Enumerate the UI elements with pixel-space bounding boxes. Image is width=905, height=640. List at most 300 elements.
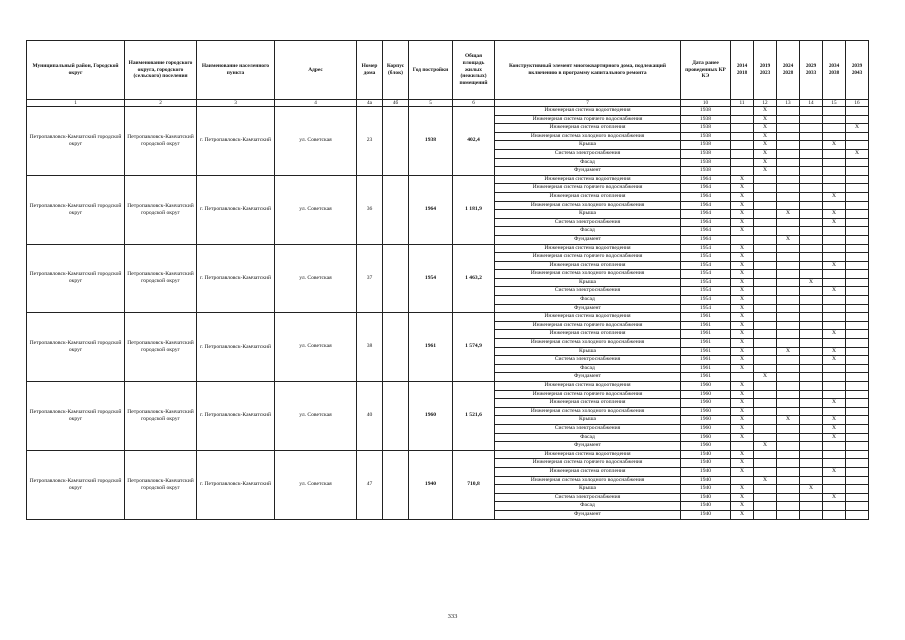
- empty-cell: [754, 364, 777, 373]
- empty-cell: [777, 278, 800, 287]
- empty-cell: [800, 373, 823, 382]
- area-cell: 710,8: [453, 450, 495, 519]
- repair-mark: X: [731, 227, 754, 236]
- header-address: Адрес: [275, 41, 357, 100]
- empty-cell: [800, 296, 823, 305]
- prior-repair-year-cell: 1938: [681, 149, 731, 158]
- repair-mark: X: [731, 382, 754, 391]
- house-number-cell: 37: [357, 244, 383, 313]
- repair-mark: X: [731, 210, 754, 219]
- empty-cell: [800, 227, 823, 236]
- prior-repair-year-cell: 1960: [681, 390, 731, 399]
- build-year-cell: 1940: [409, 450, 453, 519]
- repair-mark: X: [731, 467, 754, 476]
- empty-cell: [754, 459, 777, 468]
- prior-repair-year-cell: 1938: [681, 132, 731, 141]
- area-cell: 1 574,9: [453, 313, 495, 382]
- header-district: Муниципальный район, Городской округ: [27, 41, 125, 100]
- column-number: 15: [823, 100, 846, 107]
- empty-cell: [777, 296, 800, 305]
- empty-cell: [800, 510, 823, 519]
- block-cell: [383, 244, 409, 313]
- empty-cell: [754, 321, 777, 330]
- element-name-cell: Инженерная система водоотведения: [495, 175, 681, 184]
- repair-mark: X: [823, 467, 846, 476]
- empty-cell: [754, 278, 777, 287]
- empty-cell: [800, 244, 823, 253]
- settlement-cell: Петропавловск-Камчатский городской округ: [125, 107, 197, 176]
- empty-cell: [846, 253, 869, 262]
- repair-mark: X: [754, 158, 777, 167]
- repair-mark: X: [731, 296, 754, 305]
- empty-cell: [823, 227, 846, 236]
- repair-mark: X: [731, 407, 754, 416]
- empty-cell: [754, 390, 777, 399]
- empty-cell: [846, 382, 869, 391]
- empty-cell: [754, 485, 777, 494]
- house-number-cell: 40: [357, 382, 383, 451]
- empty-cell: [754, 424, 777, 433]
- empty-cell: [846, 227, 869, 236]
- header-house-number: Номер дома: [357, 41, 383, 100]
- empty-cell: [823, 459, 846, 468]
- element-name-cell: Фасад: [495, 433, 681, 442]
- empty-cell: [777, 253, 800, 262]
- empty-cell: [777, 459, 800, 468]
- empty-cell: [846, 132, 869, 141]
- empty-cell: [823, 158, 846, 167]
- repair-mark: X: [823, 210, 846, 219]
- empty-cell: [800, 356, 823, 365]
- element-name-cell: Инженерная система отопления: [495, 467, 681, 476]
- repair-mark: X: [777, 347, 800, 356]
- empty-cell: [823, 442, 846, 451]
- repair-mark: X: [731, 184, 754, 193]
- header-prior-repair-date: Дата ранее проведенных КР КЭ: [681, 41, 731, 100]
- empty-cell: [823, 296, 846, 305]
- empty-cell: [846, 218, 869, 227]
- element-name-cell: Инженерная система водоотведения: [495, 382, 681, 391]
- repair-mark: X: [731, 399, 754, 408]
- element-name-cell: Инженерная система отопления: [495, 192, 681, 201]
- empty-cell: [800, 210, 823, 219]
- empty-cell: [777, 244, 800, 253]
- empty-cell: [846, 390, 869, 399]
- empty-cell: [777, 201, 800, 210]
- repair-mark: X: [731, 364, 754, 373]
- repair-mark: X: [823, 287, 846, 296]
- prior-repair-year-cell: 1964: [681, 175, 731, 184]
- empty-cell: [754, 399, 777, 408]
- prior-repair-year-cell: 1960: [681, 433, 731, 442]
- prior-repair-year-cell: 1964: [681, 227, 731, 236]
- table-row: [27, 382, 869, 391]
- prior-repair-year-cell: 1961: [681, 356, 731, 365]
- repair-mark: X: [754, 132, 777, 141]
- empty-cell: [846, 347, 869, 356]
- empty-cell: [846, 485, 869, 494]
- block-cell: [383, 107, 409, 176]
- repair-mark: X: [800, 278, 823, 287]
- column-number: 2: [125, 100, 197, 107]
- empty-cell: [846, 330, 869, 339]
- repair-mark: X: [731, 493, 754, 502]
- prior-repair-year-cell: 1960: [681, 399, 731, 408]
- build-year-cell: 1954: [409, 244, 453, 313]
- empty-cell: [777, 356, 800, 365]
- empty-cell: [777, 407, 800, 416]
- repair-mark: X: [731, 433, 754, 442]
- block-cell: [383, 313, 409, 382]
- empty-cell: [823, 253, 846, 262]
- element-name-cell: Инженерная система водоотведения: [495, 313, 681, 322]
- repair-mark: X: [754, 167, 777, 176]
- prior-repair-year-cell: 1961: [681, 313, 731, 322]
- empty-cell: [800, 407, 823, 416]
- column-number: 10: [681, 100, 731, 107]
- address-cell: ул. Советская: [275, 382, 357, 451]
- empty-cell: [800, 433, 823, 442]
- build-year-cell: 1938: [409, 107, 453, 176]
- empty-cell: [846, 287, 869, 296]
- empty-cell: [800, 330, 823, 339]
- element-name-cell: Система электроснабжения: [495, 493, 681, 502]
- empty-cell: [754, 304, 777, 313]
- empty-cell: [754, 184, 777, 193]
- empty-cell: [777, 141, 800, 150]
- empty-cell: [823, 407, 846, 416]
- prior-repair-year-cell: 1960: [681, 382, 731, 391]
- table-row: [27, 107, 869, 116]
- prior-repair-year-cell: 1954: [681, 270, 731, 279]
- settlement-cell: Петропавловск-Камчатский городской округ: [125, 450, 197, 519]
- build-year-cell: 1960: [409, 382, 453, 451]
- empty-cell: [823, 124, 846, 133]
- repair-mark: X: [731, 192, 754, 201]
- prior-repair-year-cell: 1954: [681, 253, 731, 262]
- empty-cell: [846, 450, 869, 459]
- house-number-cell: 23: [357, 107, 383, 176]
- prior-repair-year-cell: 1954: [681, 244, 731, 253]
- prior-repair-year-cell: 1960: [681, 424, 731, 433]
- element-name-cell: Фасад: [495, 296, 681, 305]
- repair-mark: X: [731, 218, 754, 227]
- empty-cell: [777, 390, 800, 399]
- empty-cell: [800, 493, 823, 502]
- district-cell: Петропавловск-Камчатский городской округ: [27, 313, 125, 382]
- register-sheet: [26, 40, 868, 520]
- repair-mark: X: [731, 278, 754, 287]
- empty-cell: [823, 485, 846, 494]
- block-cell: [383, 175, 409, 244]
- element-name-cell: Фасад: [495, 502, 681, 511]
- empty-cell: [777, 115, 800, 124]
- prior-repair-year-cell: 1940: [681, 467, 731, 476]
- element-name-cell: Фундамент: [495, 167, 681, 176]
- prior-repair-year-cell: 1960: [681, 442, 731, 451]
- repair-mark: X: [731, 270, 754, 279]
- element-name-cell: Крыша: [495, 347, 681, 356]
- empty-cell: [777, 218, 800, 227]
- prior-repair-year-cell: 1961: [681, 339, 731, 348]
- address-cell: ул. Советская: [275, 244, 357, 313]
- empty-cell: [800, 287, 823, 296]
- repair-mark: X: [754, 115, 777, 124]
- empty-cell: [800, 364, 823, 373]
- empty-cell: [823, 235, 846, 244]
- empty-cell: [846, 476, 869, 485]
- empty-cell: [800, 476, 823, 485]
- table-row: [27, 175, 869, 184]
- repair-mark: X: [731, 313, 754, 322]
- empty-cell: [823, 390, 846, 399]
- prior-repair-year-cell: 1938: [681, 141, 731, 150]
- address-cell: ул. Советская: [275, 450, 357, 519]
- element-name-cell: Инженерная система водоотведения: [495, 244, 681, 253]
- empty-cell: [800, 424, 823, 433]
- empty-cell: [800, 132, 823, 141]
- repair-mark: X: [731, 502, 754, 511]
- empty-cell: [823, 510, 846, 519]
- empty-cell: [754, 192, 777, 201]
- repair-mark: X: [731, 424, 754, 433]
- element-name-cell: Инженерная система холодного водоснабжения: [495, 476, 681, 485]
- element-name-cell: Инженерная система водоотведения: [495, 450, 681, 459]
- empty-cell: [823, 313, 846, 322]
- empty-cell: [800, 149, 823, 158]
- empty-cell: [777, 476, 800, 485]
- empty-cell: [846, 261, 869, 270]
- page-number: 333: [447, 613, 458, 620]
- empty-cell: [823, 321, 846, 330]
- element-name-cell: Крыша: [495, 416, 681, 425]
- prior-repair-year-cell: 1954: [681, 287, 731, 296]
- element-name-cell: Инженерная система холодного водоснабжения: [495, 339, 681, 348]
- empty-cell: [754, 296, 777, 305]
- column-number: 5: [409, 100, 453, 107]
- empty-cell: [846, 184, 869, 193]
- empty-cell: [731, 373, 754, 382]
- prior-repair-year-cell: 1964: [681, 184, 731, 193]
- repair-mark: X: [731, 304, 754, 313]
- empty-cell: [800, 502, 823, 511]
- empty-cell: [754, 201, 777, 210]
- empty-cell: [731, 476, 754, 485]
- empty-cell: [731, 442, 754, 451]
- empty-cell: [800, 304, 823, 313]
- repair-mark: X: [823, 416, 846, 425]
- empty-cell: [777, 467, 800, 476]
- header-area: Общая площадь жилых (нежилых) помещений: [453, 41, 495, 100]
- empty-cell: [846, 407, 869, 416]
- empty-cell: [800, 235, 823, 244]
- empty-cell: [777, 485, 800, 494]
- empty-cell: [800, 107, 823, 116]
- repair-mark: X: [731, 356, 754, 365]
- house-number-cell: 36: [357, 175, 383, 244]
- header-element: Конструктивный элемент многоквартирного дома, подлежащий включению в программу капитального ремонта: [495, 41, 681, 100]
- empty-cell: [823, 175, 846, 184]
- repair-mark: X: [777, 416, 800, 425]
- empty-cell: [800, 175, 823, 184]
- empty-cell: [823, 373, 846, 382]
- empty-cell: [754, 467, 777, 476]
- prior-repair-year-cell: 1940: [681, 476, 731, 485]
- element-name-cell: Инженерная система горячего водоснабжения: [495, 184, 681, 193]
- header-build-year: Год постройки: [409, 41, 453, 100]
- empty-cell: [823, 450, 846, 459]
- empty-cell: [777, 304, 800, 313]
- header-period-2014: 2014 2018: [731, 41, 754, 100]
- empty-cell: [800, 141, 823, 150]
- column-number: 1: [27, 100, 125, 107]
- element-name-cell: Инженерная система отопления: [495, 399, 681, 408]
- repair-mark: X: [731, 416, 754, 425]
- empty-cell: [846, 115, 869, 124]
- empty-cell: [846, 313, 869, 322]
- empty-cell: [846, 175, 869, 184]
- empty-cell: [754, 253, 777, 262]
- header-block: Корпус (блок): [383, 41, 409, 100]
- prior-repair-year-cell: 1960: [681, 416, 731, 425]
- element-name-cell: Крыша: [495, 278, 681, 287]
- repair-mark: X: [823, 261, 846, 270]
- empty-cell: [846, 321, 869, 330]
- header-locality: Наименование населенного пункта: [197, 41, 275, 100]
- prior-repair-year-cell: 1940: [681, 493, 731, 502]
- empty-cell: [846, 433, 869, 442]
- empty-cell: [800, 184, 823, 193]
- empty-cell: [754, 313, 777, 322]
- element-name-cell: Система электроснабжения: [495, 287, 681, 296]
- header-period-2019: 2019 2023: [754, 41, 777, 100]
- empty-cell: [777, 493, 800, 502]
- prior-repair-year-cell: 1964: [681, 210, 731, 219]
- element-name-cell: Инженерная система горячего водоснабжения: [495, 115, 681, 124]
- repair-mark: X: [823, 330, 846, 339]
- repair-mark: X: [823, 347, 846, 356]
- empty-cell: [800, 115, 823, 124]
- repair-mark: X: [846, 124, 869, 133]
- block-cell: [383, 382, 409, 451]
- empty-cell: [777, 382, 800, 391]
- repair-mark: X: [731, 287, 754, 296]
- empty-cell: [777, 433, 800, 442]
- repair-mark: X: [731, 175, 754, 184]
- prior-repair-year-cell: 1964: [681, 201, 731, 210]
- prior-repair-year-cell: 1954: [681, 278, 731, 287]
- header-period-2039: 2039 2043: [846, 41, 869, 100]
- table-row: [27, 244, 869, 253]
- empty-cell: [777, 192, 800, 201]
- prior-repair-year-cell: 1938: [681, 115, 731, 124]
- empty-cell: [777, 330, 800, 339]
- element-name-cell: Фундамент: [495, 235, 681, 244]
- prior-repair-year-cell: 1964: [681, 235, 731, 244]
- district-cell: Петропавловск-Камчатский городской округ: [27, 175, 125, 244]
- empty-cell: [731, 124, 754, 133]
- repair-mark: X: [800, 485, 823, 494]
- element-name-cell: Инженерная система горячего водоснабжения: [495, 390, 681, 399]
- empty-cell: [846, 442, 869, 451]
- empty-cell: [846, 244, 869, 253]
- prior-repair-year-cell: 1938: [681, 107, 731, 116]
- repair-mark: X: [846, 149, 869, 158]
- empty-cell: [731, 141, 754, 150]
- prior-repair-year-cell: 1954: [681, 261, 731, 270]
- table-row: [27, 450, 869, 459]
- element-name-cell: Система электроснабжения: [495, 149, 681, 158]
- repair-mark: X: [754, 107, 777, 116]
- empty-cell: [777, 175, 800, 184]
- element-name-cell: Инженерная система горячего водоснабжения: [495, 321, 681, 330]
- repair-mark: X: [823, 218, 846, 227]
- build-year-cell: 1964: [409, 175, 453, 244]
- prior-repair-year-cell: 1961: [681, 347, 731, 356]
- empty-cell: [731, 107, 754, 116]
- empty-cell: [754, 450, 777, 459]
- column-number: 11: [731, 100, 754, 107]
- repair-mark: X: [754, 476, 777, 485]
- repair-mark: X: [823, 433, 846, 442]
- prior-repair-year-cell: 1940: [681, 502, 731, 511]
- empty-cell: [800, 313, 823, 322]
- empty-cell: [846, 502, 869, 511]
- element-name-cell: Инженерная система холодного водоснабжения: [495, 270, 681, 279]
- repair-program-table: [26, 40, 869, 520]
- repair-mark: X: [731, 510, 754, 519]
- empty-cell: [846, 158, 869, 167]
- district-cell: Петропавловск-Камчатский городской округ: [27, 244, 125, 313]
- prior-repair-year-cell: 1938: [681, 124, 731, 133]
- empty-cell: [823, 167, 846, 176]
- empty-cell: [731, 149, 754, 158]
- empty-cell: [777, 321, 800, 330]
- element-name-cell: Фасад: [495, 227, 681, 236]
- empty-cell: [846, 399, 869, 408]
- empty-cell: [823, 304, 846, 313]
- locality-cell: г. Петропавловск-Камчатский: [197, 313, 275, 382]
- repair-mark: X: [754, 141, 777, 150]
- repair-mark: X: [731, 244, 754, 253]
- repair-mark: X: [754, 442, 777, 451]
- empty-cell: [846, 364, 869, 373]
- table-body: [27, 107, 869, 520]
- empty-cell: [777, 450, 800, 459]
- empty-cell: [754, 287, 777, 296]
- empty-cell: [754, 416, 777, 425]
- empty-cell: [846, 192, 869, 201]
- empty-cell: [731, 158, 754, 167]
- element-name-cell: Фундамент: [495, 442, 681, 451]
- empty-cell: [846, 424, 869, 433]
- prior-repair-year-cell: 1940: [681, 450, 731, 459]
- empty-cell: [777, 227, 800, 236]
- empty-cell: [823, 270, 846, 279]
- repair-mark: X: [731, 261, 754, 270]
- header-row: [27, 41, 869, 100]
- settlement-cell: Петропавловск-Камчатский городской округ: [125, 382, 197, 451]
- empty-cell: [777, 149, 800, 158]
- locality-cell: г. Петропавловск-Камчатский: [197, 107, 275, 176]
- locality-cell: г. Петропавловск-Камчатский: [197, 450, 275, 519]
- repair-mark: X: [754, 149, 777, 158]
- repair-mark: X: [731, 347, 754, 356]
- empty-cell: [846, 210, 869, 219]
- prior-repair-year-cell: 1961: [681, 321, 731, 330]
- empty-cell: [800, 192, 823, 201]
- element-name-cell: Инженерная система холодного водоснабжения: [495, 201, 681, 210]
